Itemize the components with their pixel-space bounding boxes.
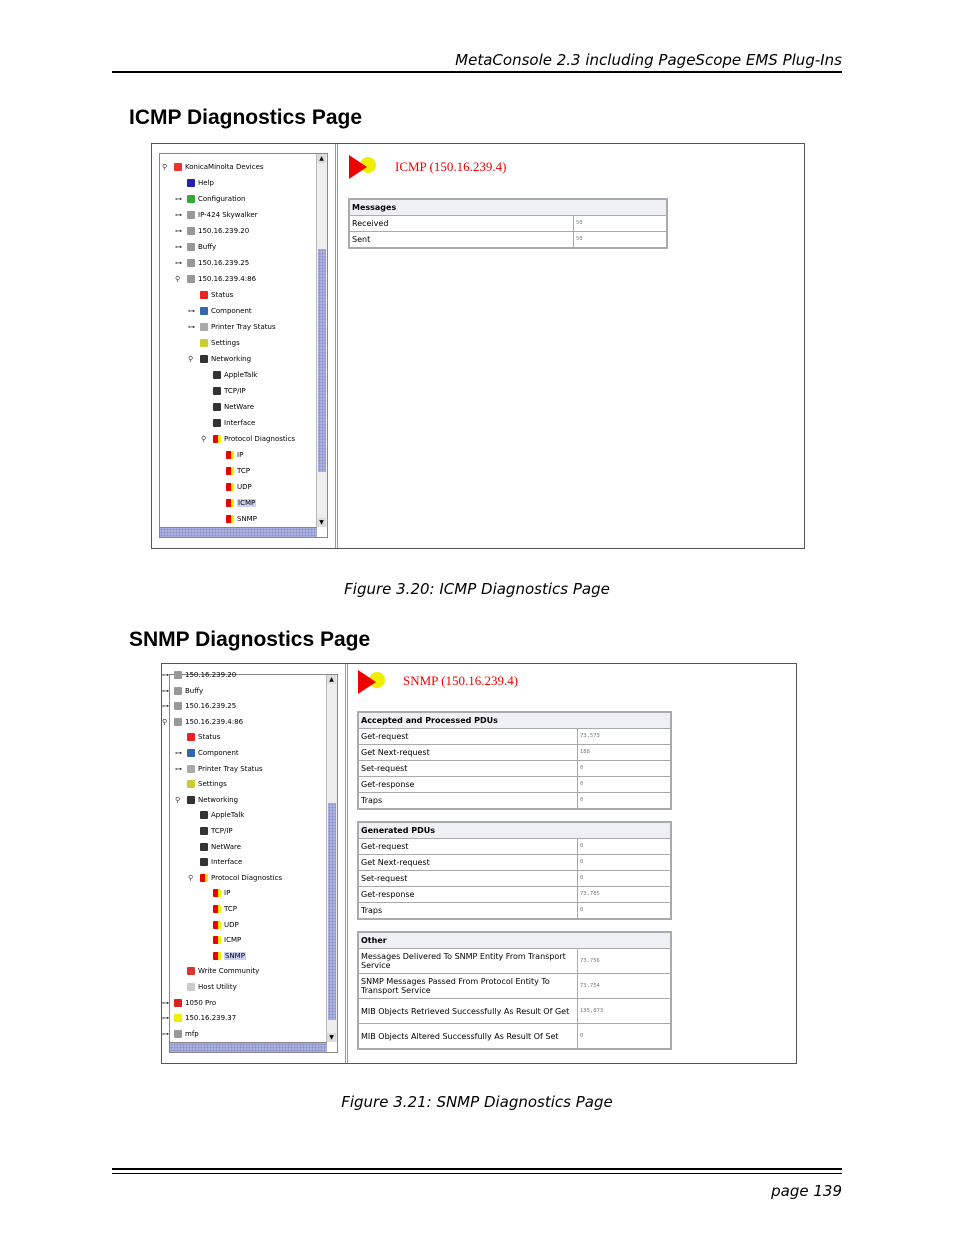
- table-row: [358, 974, 671, 999]
- tree-item[interactable]: [175, 192, 246, 206]
- header-rule: [112, 71, 842, 73]
- tree-item[interactable]: [187, 730, 220, 744]
- figure-icmp-screenshot: [151, 143, 805, 549]
- content-pane: [335, 144, 804, 548]
- tree-item-label: IP: [237, 451, 244, 459]
- tree-item[interactable]: [188, 320, 276, 334]
- table-row: [358, 903, 671, 920]
- network-icon: [213, 387, 221, 395]
- network-icon: [213, 403, 221, 411]
- network-icon: [200, 843, 208, 851]
- tree-item-label: TCP/IP: [211, 827, 233, 835]
- tree-item-label: Networking: [198, 795, 239, 804]
- tree-item[interactable]: [187, 777, 227, 791]
- diag-icon: [226, 483, 234, 491]
- tree-item-label: Settings: [211, 339, 240, 347]
- tree-item[interactable]: [200, 288, 233, 302]
- footer-rule: [112, 1168, 842, 1170]
- tree-item-label: Networking: [211, 355, 252, 363]
- vertical-scrollbar[interactable]: [316, 154, 327, 527]
- table-header: Accepted and Processed PDUs: [358, 712, 671, 729]
- collapse-toggle-icon[interactable]: ⚲: [188, 873, 194, 882]
- row-value: 73,785: [578, 887, 672, 903]
- table-row: [358, 777, 671, 793]
- row-value: 0: [578, 1024, 672, 1050]
- expand-toggle-icon[interactable]: ⊶: [175, 243, 182, 251]
- stats-table: [357, 711, 672, 810]
- section-heading-icmp: ICMP Diagnostics Page: [129, 106, 363, 129]
- horizontal-scrollbar[interactable]: [170, 1042, 327, 1052]
- expand-toggle-icon[interactable]: ⊶: [188, 307, 195, 315]
- tree-item[interactable]: [226, 496, 256, 510]
- status-icon: [200, 291, 208, 299]
- expand-toggle-icon[interactable]: ⊶: [162, 998, 169, 1007]
- tree-item[interactable]: [226, 464, 250, 478]
- printer-yellow-icon: [174, 1014, 182, 1022]
- network-icon: [187, 796, 195, 804]
- tree-item[interactable]: [201, 432, 296, 446]
- row-label: Get-response: [358, 777, 578, 793]
- tree-item-label: Printer Tray Status: [198, 764, 263, 773]
- table-row: [358, 949, 671, 974]
- tree-item[interactable]: [200, 840, 241, 854]
- expand-toggle-icon[interactable]: ⊶: [162, 671, 169, 679]
- row-label: SNMP Messages Passed From Protocol Entity To Transport Service: [358, 974, 578, 999]
- tree-item[interactable]: [213, 400, 254, 414]
- table-row: [358, 1024, 671, 1050]
- network-icon: [200, 827, 208, 835]
- tree-item[interactable]: [175, 208, 258, 222]
- tree-item[interactable]: [187, 176, 214, 190]
- device-tree: [159, 153, 328, 538]
- tree-item[interactable]: [175, 224, 250, 238]
- tree-item-label: Configuration: [198, 195, 246, 203]
- diag-icon: [213, 905, 221, 913]
- collapse-toggle-icon[interactable]: ⚲: [175, 275, 181, 283]
- tree-item[interactable]: [213, 886, 230, 900]
- row-value: 135,873: [578, 999, 672, 1024]
- row-label: Get-response: [358, 887, 578, 903]
- row-value: 50: [574, 216, 668, 232]
- row-value: 188: [578, 745, 672, 761]
- tree-item[interactable]: [162, 160, 264, 174]
- tree-item[interactable]: [162, 699, 237, 713]
- printer-icon: [187, 243, 195, 251]
- tree-item[interactable]: [162, 1011, 237, 1025]
- content-pane: [345, 664, 796, 1063]
- expand-toggle-icon[interactable]: ⊶: [175, 259, 182, 267]
- row-value: 0: [578, 793, 672, 810]
- diag-icon: [213, 921, 221, 929]
- network-icon: [200, 858, 208, 866]
- table-row: [358, 729, 671, 745]
- collapse-toggle-icon[interactable]: ⚲: [188, 355, 194, 363]
- tree-item[interactable]: [175, 240, 217, 254]
- tree-item-label: IP: [224, 889, 231, 898]
- network-icon: [213, 371, 221, 379]
- row-value: 0: [578, 839, 672, 855]
- row-value: 0: [578, 855, 672, 871]
- row-label: Set-request: [358, 761, 578, 777]
- component-icon: [187, 749, 195, 757]
- tree-item[interactable]: [213, 384, 246, 398]
- row-label: Set-request: [358, 871, 578, 887]
- row-value: 0: [578, 871, 672, 887]
- tree-item-label: Interface: [211, 858, 243, 867]
- tree-item-label: Write Community: [198, 967, 260, 976]
- tree-item-label: Status: [211, 291, 234, 299]
- window-icon: [187, 983, 195, 991]
- tree-item-label: 1050 Pro: [185, 998, 217, 1007]
- tray-icon: [200, 323, 208, 331]
- running-header: MetaConsole 2.3 including PageScope EMS Plug-Ins: [455, 51, 842, 69]
- diagnostics-logo-icon: [348, 154, 378, 180]
- tree-item-label: 150.16.239.20: [198, 227, 250, 235]
- printer-icon: [187, 227, 195, 235]
- tree-item[interactable]: [162, 715, 244, 729]
- table-row: [349, 232, 667, 249]
- printer-red-icon: [174, 999, 182, 1007]
- expand-toggle-icon[interactable]: ⊶: [162, 702, 169, 711]
- tree-item-label: TCP/IP: [224, 387, 246, 395]
- page-number: page 139: [771, 1182, 842, 1200]
- tree-item-label: 150.16.239.20: [185, 671, 237, 679]
- printer-icon: [187, 211, 195, 219]
- tree-item[interactable]: [162, 1027, 199, 1041]
- tree-item-label: Host Utility: [198, 983, 237, 991]
- tree-item-label: mfp: [185, 1029, 199, 1038]
- diag-icon: [213, 952, 221, 960]
- vertical-scrollbar[interactable]: [326, 675, 337, 1042]
- table-header: Messages: [349, 199, 667, 216]
- device-tree-pane: [162, 664, 346, 1063]
- tree-item-label: 150.16.239.4:86: [185, 717, 244, 726]
- row-label: Messages Delivered To SNMP Entity From Transport Service: [358, 949, 578, 974]
- collapse-toggle-icon[interactable]: ⚲: [175, 795, 181, 804]
- scroll-down-icon[interactable]: ▼: [317, 518, 326, 527]
- printer-icon: [187, 259, 195, 267]
- tree-item-label: Component: [211, 307, 252, 315]
- scroll-thumb[interactable]: [318, 249, 326, 472]
- printer-icon: [174, 687, 182, 695]
- scroll-up-icon[interactable]: ▲: [327, 675, 336, 684]
- table-row: [349, 216, 667, 232]
- row-label: Get Next-request: [358, 745, 578, 761]
- tree-item-label: SNMP: [225, 951, 245, 960]
- expand-toggle-icon[interactable]: ⊶: [188, 323, 195, 331]
- expand-toggle-icon[interactable]: ⊶: [175, 749, 182, 757]
- tree-item-label: UDP: [224, 920, 239, 929]
- tree-item[interactable]: [188, 871, 283, 885]
- tree-item-label: ICMP: [238, 499, 256, 507]
- config-icon: [187, 195, 195, 203]
- table-row: [358, 839, 671, 855]
- tree-item[interactable]: [200, 855, 242, 869]
- tree-item-label: 150.16.239.37: [185, 1014, 237, 1023]
- collapse-toggle-icon[interactable]: ⚲: [162, 163, 168, 171]
- diag-icon: [213, 936, 221, 944]
- settings-icon: [200, 339, 208, 347]
- row-value: 0: [578, 903, 672, 920]
- table-row: [358, 887, 671, 903]
- tree-item-label: 150.16.239.25: [198, 259, 250, 267]
- table-row: [358, 793, 671, 810]
- table-row: [358, 745, 671, 761]
- tree-item-label: UDP: [237, 483, 252, 491]
- devices-icon: [174, 163, 182, 171]
- expand-toggle-icon[interactable]: ⊶: [162, 686, 169, 695]
- tree-item-label: KonicaMinolta Devices: [185, 163, 264, 171]
- table-row: [358, 761, 671, 777]
- scroll-thumb[interactable]: [328, 803, 336, 1020]
- printer-icon: [174, 718, 182, 726]
- diag-icon: [213, 889, 221, 897]
- tree-item[interactable]: [162, 996, 217, 1010]
- expand-toggle-icon[interactable]: ⊶: [175, 764, 182, 773]
- scroll-up-icon[interactable]: ▲: [317, 154, 326, 163]
- device-tree: [162, 671, 338, 1053]
- pencil-icon: [187, 967, 195, 975]
- printer-icon: [187, 275, 195, 283]
- tree-item-label: NetWare: [211, 842, 242, 851]
- tree-item[interactable]: [200, 808, 244, 822]
- diag-icon: [213, 435, 221, 443]
- tree-item-label: Component: [198, 749, 239, 757]
- row-value: 50: [574, 232, 668, 249]
- row-value: 73,754: [578, 974, 672, 999]
- tree-item-label: Help: [198, 179, 214, 187]
- status-icon: [187, 733, 195, 741]
- row-label: Get Next-request: [358, 855, 578, 871]
- tree-item[interactable]: [213, 416, 255, 430]
- tree-item[interactable]: [175, 793, 239, 807]
- row-value: 73,756: [578, 949, 672, 974]
- diag-icon: [200, 874, 208, 882]
- page-title: ICMP (150.16.239.4): [395, 159, 507, 174]
- row-value: 73,573: [578, 729, 672, 745]
- diag-icon: [226, 515, 234, 523]
- tree-item-label: ICMP: [224, 936, 242, 945]
- tree-item-label: IP-424 Skywalker: [198, 211, 258, 219]
- tree-item-label: Protocol Diagnostics: [224, 435, 296, 443]
- tree-item-label: 150.16.239.25: [185, 702, 237, 711]
- network-icon: [200, 811, 208, 819]
- expand-toggle-icon[interactable]: ⊶: [162, 1014, 169, 1023]
- help-icon: [187, 179, 195, 187]
- tree-item-label: Printer Tray Status: [211, 323, 276, 331]
- table-header: Generated PDUs: [358, 822, 671, 839]
- tree-item[interactable]: [200, 824, 233, 838]
- network-icon: [200, 355, 208, 363]
- tree-item[interactable]: [175, 762, 263, 776]
- settings-icon: [187, 780, 195, 788]
- tree-item[interactable]: [226, 512, 257, 526]
- footer-rule-thin: [112, 1173, 842, 1174]
- tree-item[interactable]: [200, 336, 240, 350]
- printer-icon: [174, 671, 182, 679]
- tree-item[interactable]: [175, 256, 250, 270]
- diag-icon: [226, 451, 234, 459]
- tree-item-label: Interface: [224, 419, 256, 427]
- device-tree-pane: [155, 144, 336, 548]
- tree-item-label: SNMP: [237, 515, 257, 523]
- stats-table: [357, 931, 672, 1050]
- expand-toggle-icon[interactable]: ⊶: [162, 1029, 169, 1038]
- tree-item-label: AppleTalk: [224, 371, 258, 379]
- row-value: 0: [578, 761, 672, 777]
- collapse-toggle-icon[interactable]: ⚲: [201, 435, 207, 443]
- table-row: [358, 999, 671, 1024]
- tree-item[interactable]: [187, 964, 259, 978]
- tree-item[interactable]: [188, 304, 252, 318]
- row-label: Traps: [358, 903, 578, 920]
- expand-toggle-icon[interactable]: ⊶: [175, 227, 182, 235]
- horizontal-scrollbar[interactable]: [160, 527, 317, 537]
- row-label: MIB Objects Retrieved Successfully As Result Of Get: [358, 999, 578, 1024]
- tree-item-label: Buffy: [185, 686, 204, 695]
- row-value: 0: [578, 777, 672, 793]
- row-label: Sent: [349, 232, 574, 249]
- tree-item[interactable]: [213, 918, 239, 932]
- figure-caption: Figure 3.21: SNMP Diagnostics Page: [341, 1093, 613, 1111]
- page-title: SNMP (150.16.239.4): [403, 673, 519, 688]
- tree-item-label: TCP: [237, 467, 250, 475]
- figure-snmp-screenshot: [161, 663, 797, 1064]
- table-row: [358, 855, 671, 871]
- tree-item[interactable]: [213, 933, 241, 947]
- row-label: Get-request: [358, 729, 578, 745]
- printer-icon: [174, 702, 182, 710]
- tree-item[interactable]: [162, 684, 204, 698]
- stats-table: [348, 198, 668, 249]
- tree-item-label: 150.16.239.4:86: [198, 275, 257, 283]
- section-heading-snmp: SNMP Diagnostics Page: [129, 628, 371, 651]
- expand-toggle-icon[interactable]: ⊶: [175, 195, 182, 203]
- row-label: Traps: [358, 793, 578, 810]
- tree-item-label: Settings: [198, 780, 227, 789]
- row-label: MIB Objects Altered Successfully As Result Of Set: [358, 1024, 578, 1050]
- stats-table: [357, 821, 672, 920]
- tree-item-label: Status: [198, 733, 221, 742]
- tree-item-label: Protocol Diagnostics: [211, 873, 283, 882]
- row-label: Get-request: [358, 839, 578, 855]
- component-icon: [200, 307, 208, 315]
- tree-item[interactable]: [226, 448, 243, 462]
- tree-item[interactable]: [213, 368, 257, 382]
- tree-item-label: AppleTalk: [211, 811, 245, 820]
- scroll-down-icon[interactable]: ▼: [327, 1033, 336, 1042]
- diag-icon: [226, 499, 234, 507]
- tree-item[interactable]: [162, 668, 237, 682]
- expand-toggle-icon[interactable]: ⊶: [175, 211, 182, 219]
- diag-icon: [226, 467, 234, 475]
- tree-item[interactable]: [213, 949, 246, 963]
- tree-item-label: NetWare: [224, 403, 255, 411]
- row-label: Received: [349, 216, 574, 232]
- tree-item[interactable]: [213, 902, 237, 916]
- collapse-toggle-icon[interactable]: ⚲: [162, 717, 168, 726]
- tree-item[interactable]: [226, 480, 252, 494]
- figure-caption: Figure 3.20: ICMP Diagnostics Page: [344, 580, 610, 598]
- tree-item[interactable]: [175, 746, 239, 760]
- tray-icon: [187, 765, 195, 773]
- printer-icon: [174, 1030, 182, 1038]
- tree-item[interactable]: [187, 980, 237, 994]
- table-header: Other: [358, 932, 671, 949]
- tree-item-label: Buffy: [198, 243, 217, 251]
- tree-item[interactable]: [188, 352, 252, 366]
- tree-item-label: TCP: [224, 905, 237, 913]
- network-icon: [213, 419, 221, 427]
- table-row: [358, 871, 671, 887]
- tree-item[interactable]: [175, 272, 257, 286]
- diagnostics-logo-icon: [357, 669, 387, 695]
